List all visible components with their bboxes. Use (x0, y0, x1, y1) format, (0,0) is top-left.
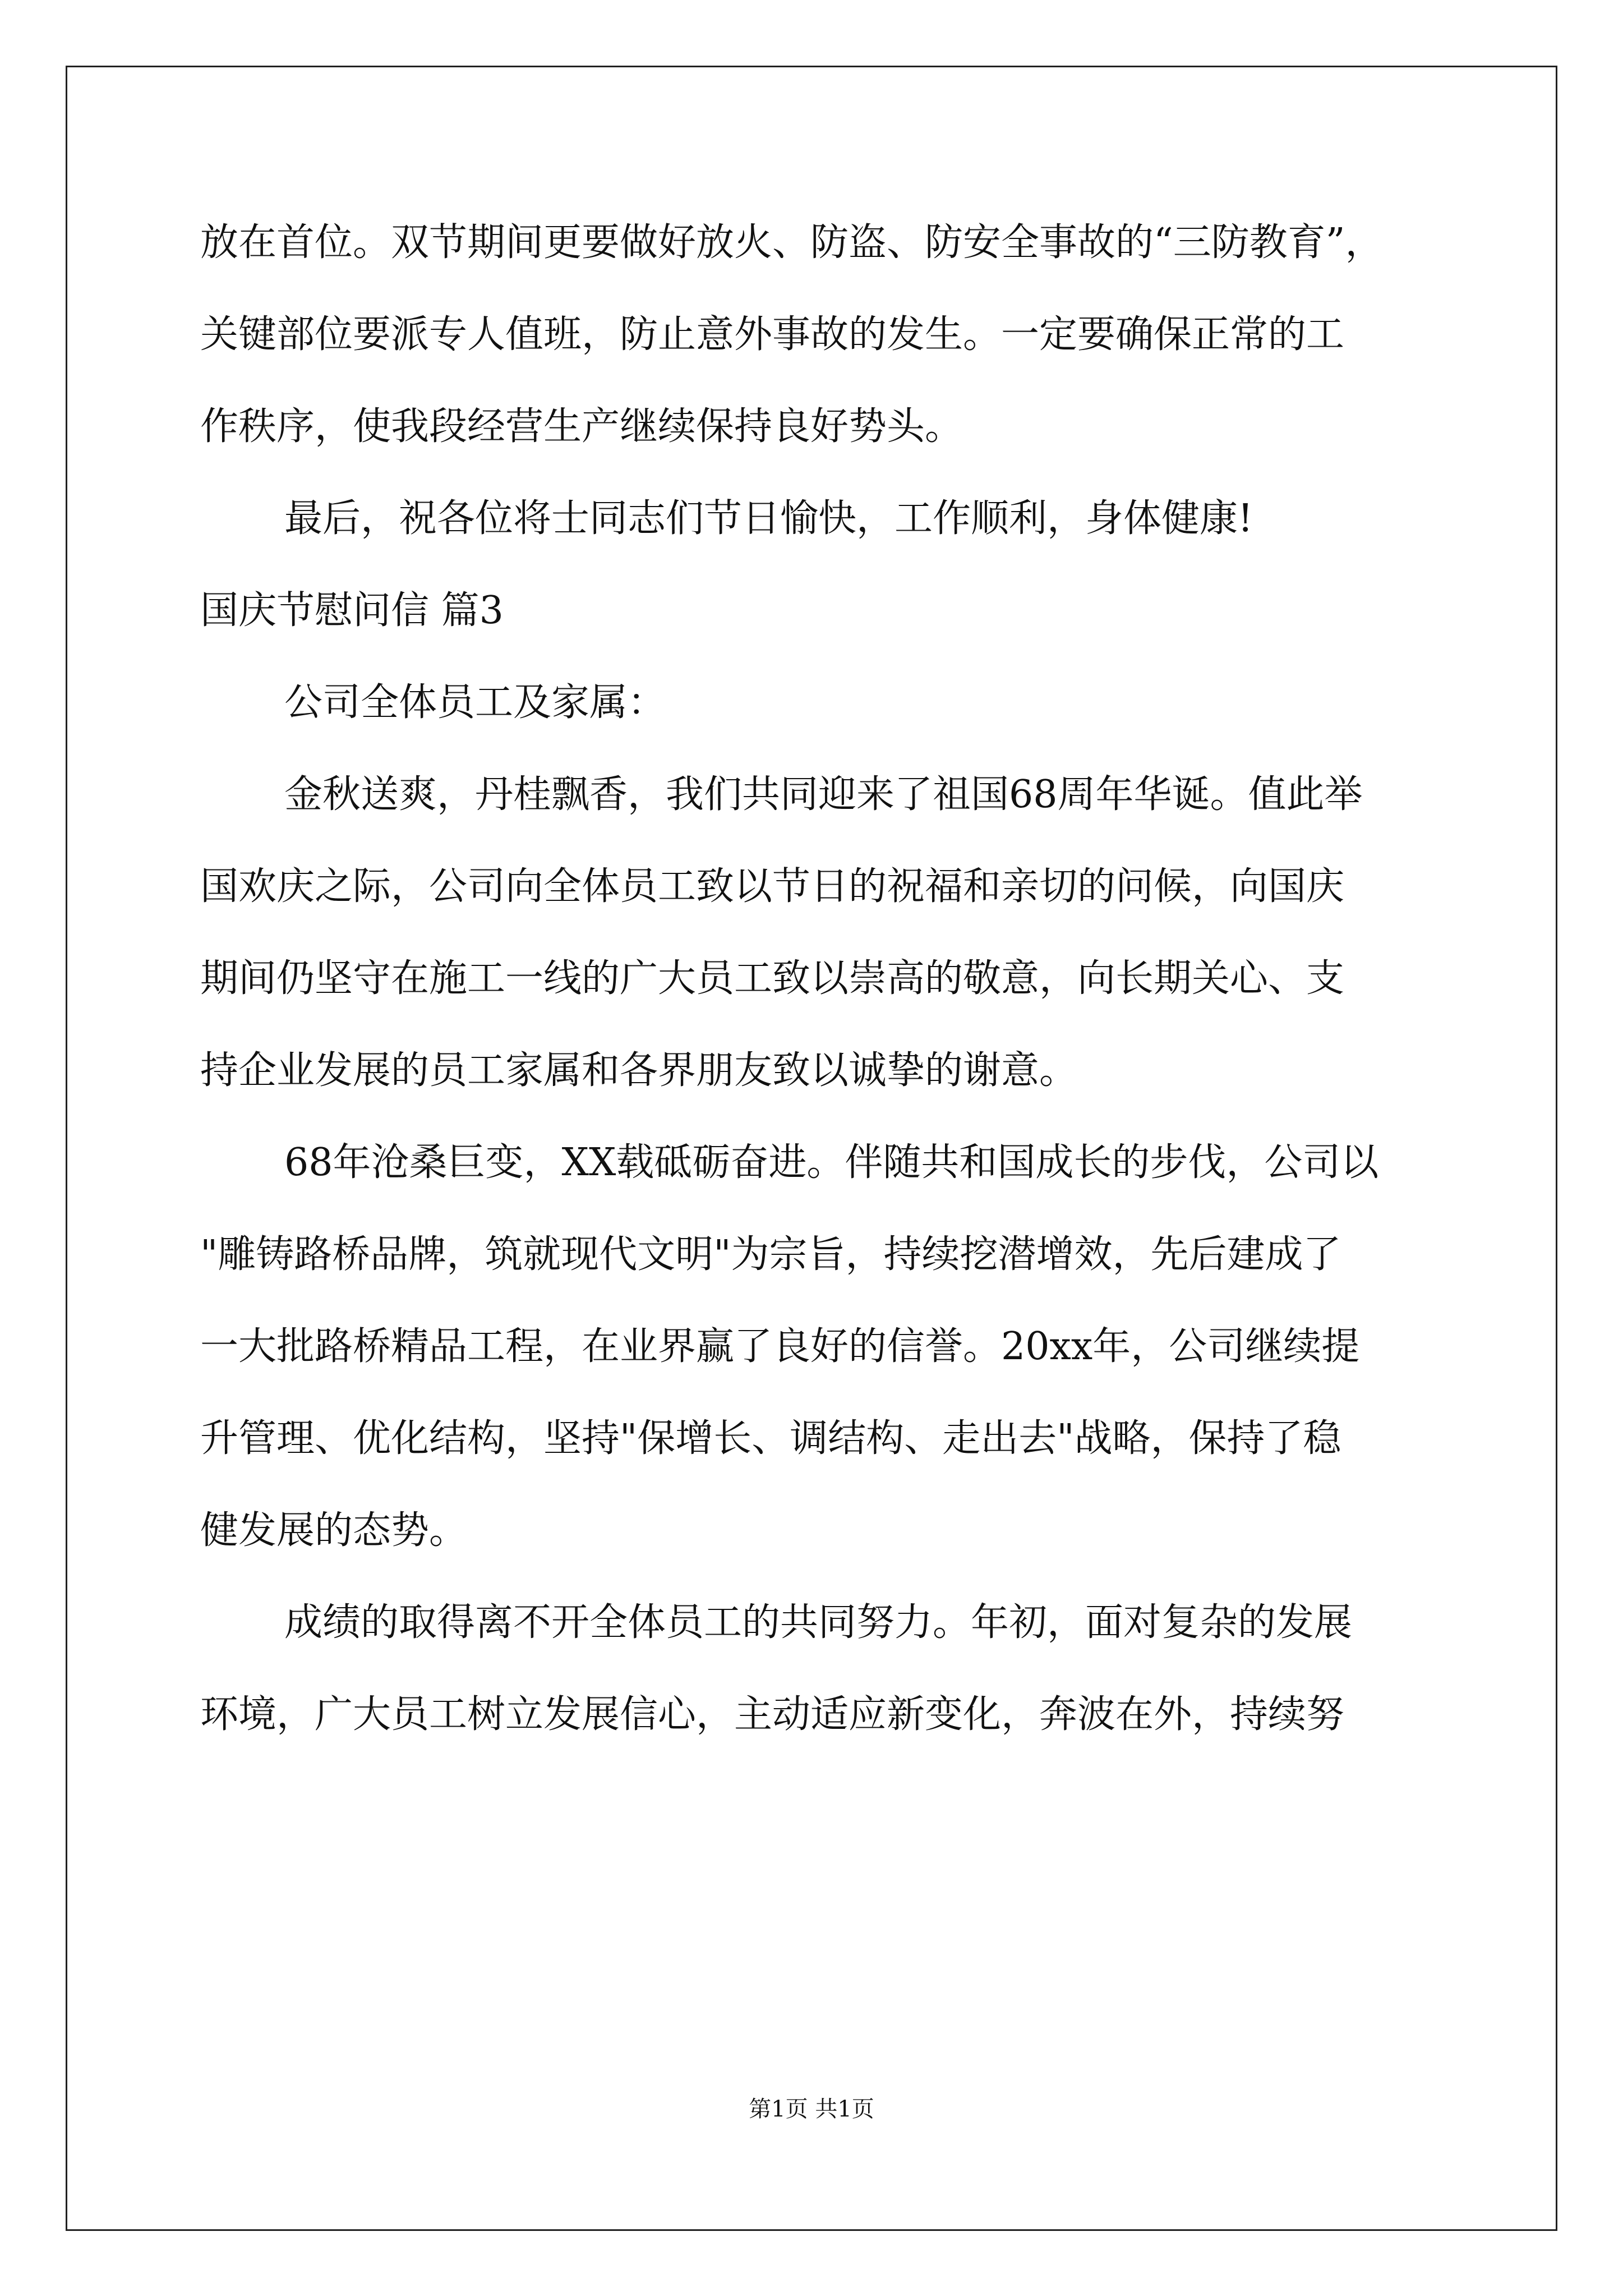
text-line: 健发展的态势。 (200, 1508, 468, 1553)
text-line: 68年沧桑巨变，XX载砥砺奋进。伴随共和国成长的步伐，公司以 (284, 1140, 1379, 1185)
text-line: 一大批路桥精品工程，在业界赢了良好的信誉。20xx年，公司继续提 (200, 1324, 1360, 1369)
text-line: 国欢庆之际，公司向全体员工致以节日的祝福和亲切的问候，向国庆 (200, 864, 1345, 909)
section-heading: 国庆节慰问信 篇3 (200, 588, 504, 633)
page-footer: 第1页 共1页 (749, 2096, 874, 2122)
text-line: 成绩的取得离不开全体员工的共同努力。年初，面对复杂的发展 (284, 1600, 1353, 1645)
text-line: 最后，祝各位将士同志们节日愉快，工作顺利，身体健康! (284, 496, 1253, 541)
text-line: 放在首位。双节期间更要做好放火、防盗、防安全事故的“三防教育”， (200, 220, 1384, 265)
text-line: 持企业发展的员工家属和各界朋友致以诚挚的谢意。 (200, 1048, 1078, 1093)
text-line: 环境，广大员工树立发展信心，主动适应新变化，奔波在外，持续努 (200, 1692, 1345, 1737)
salutation: 公司全体员工及家属： (284, 680, 666, 725)
text-line: 期间仍坚守在施工一线的广大员工致以崇高的敬意，向长期关心、支 (200, 956, 1345, 1001)
text-line: "雕铸路桥品牌，筑就现代文明"为宗旨，持续挖潜增效，先后建成了 (200, 1232, 1341, 1277)
text-line: 作秩序，使我段经营生产继续保持良好势头。 (200, 404, 963, 449)
text-line: 升管理、优化结构，坚持"保增长、调结构、走出去"战略，保持了稳 (200, 1416, 1341, 1461)
text-line: 金秋送爽，丹桂飘香，我们共同迎来了祖国68周年华诞。值此举 (284, 772, 1363, 817)
text-line: 关键部位要派专人值班，防止意外事故的发生。一定要确保正常的工 (200, 312, 1345, 357)
